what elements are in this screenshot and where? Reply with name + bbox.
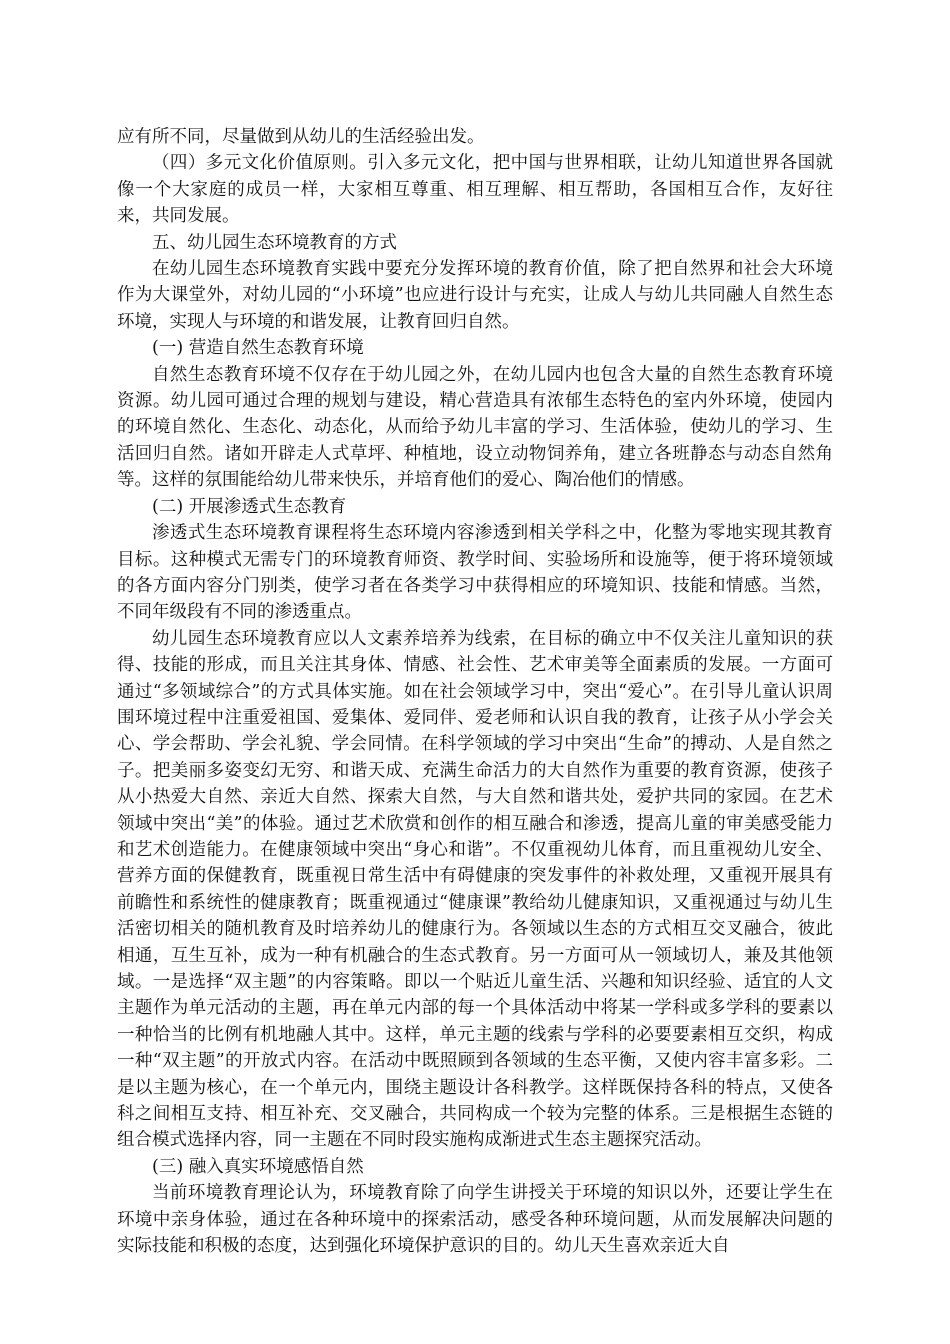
paragraph-real-environment: 当前环境教育理论认为，环境教育除了向学生讲授关于环境的知识以外，还要让学生在环境中亲身体验，通过在各种环境中的探索活动，感受各种环境问题，从而发展解决问题的实际技能和积极的态度，达到强化环境保护意识的目的。幼儿天生喜欢亲近大自 <box>117 1183 833 1257</box>
subheading-2: (二) 开展渗透式生态教育 <box>152 496 347 517</box>
paragraph-section-5-intro: 在幼儿园生态环境教育实践中要充分发挥环境的教育价值，除了把自然界和社会大环境作为大课堂外，对幼儿园的“小环境”也应进行设计与充实，让成人与幼儿共同融人自然生态环境，实现人与环境的和谐发展，让教育回归自然。 <box>117 259 833 332</box>
section-heading-5: 五、幼儿园生态环境教育的方式 <box>152 232 397 253</box>
paragraph-permeation-course: 渗透式生态环境教育课程将生态环境内容渗透到相关学科之中，化整为零地实现其教育目标。这种模式无需专门的环境教育师资、教学时间、实验场所和设施等，便于将环境领域的各方面内容分门别类，使学习者在各类学习中获得相应的环境知识、技能和情感。当然，不同年级段有不同的渗透重点。 <box>117 523 833 623</box>
paragraph-natural-environment: 自然生态教育环境不仅存在于幼儿园之外，在幼儿园内也包含大量的自然生态教育环境资源。幼儿园可通过合理的规划与建设，精心营造具有浓郁生态特色的室内外环境，使园内的环境自然化、生态化、动态化，从而给予幼儿丰富的学习、生活体验，使幼儿的学习、生活回归自然。诸如开辟走人式草坪、种植地，设立动物饲养角，建立各班静态与动态自然角等。这样的氛围能给幼儿带来快乐，并培育他们的爱心、陶冶他们的情感。 <box>117 364 833 491</box>
subheading-3: (三) 融入真实环境感悟自然 <box>152 1156 364 1177</box>
subheading-1: (一) 营造自然生态教育环境 <box>152 338 364 359</box>
document-page <box>117 124 833 1259</box>
paragraph-continuation: 应有所不同，尽量做到从幼儿的生活经验出发。 <box>117 127 485 147</box>
paragraph-humanistic-literacy: 幼儿园生态环境教育应以人文素养培养为线索，在目标的确立中不仅关注儿童知识的获得、技能的形成，而且关注其身体、情感、社会性、艺术审美等全面素质的发展。一方面可通过“多领域综合”的方式具体实施。如在社会领域学习中，突出“爱心”。在引导儿童认识周围环境过程中注重爱祖国、爱集体、爱同伴、爱老师和认识自我的教育，让孩子从小学会关心、学会帮助、学会礼貌、学会同情。在科学领域的学习中突出“生命”的搏动、人是自然之子。把美丽多姿变幻无穷、和谐天成、充满生命活力的大自然作为重要的教育资源，使孩子从小热爱大自然、亲近大自然、探索大自然，与大自然和谐共处，爱护共同的家园。在艺术领域中突出“美”的体验。通过艺术欣赏和创作的相互融合和渗透，提高儿童的审美感受能力和艺术创造能力。在健康领域中突出“身心和谐”。不仅重视幼儿体育，而且重视幼儿安全、营养方面的保健教育，既重视日常生活中有碍健康的突发事件的补救处理，又重视开展具有前瞻性和系统性的健康教育；既重视通过“健康课”教给幼儿健康知识，又重视通过与幼儿生活密切相关的随机教育及时培养幼儿的健康行为。各领域以生态的方式相互交叉融合，彼此相通，互生互补，成为一种有机融合的生态式教育。另一方面可从一领域切人，兼及其他领域。一是选择“双主题”的内容策略。即以一个贴近儿童生活、兴趣和知识经验、适宜的人文主题作为单元活动的主题，再在单元内部的每一个具体活动中将某一学科或多学科的要素以一种恰当的比例有机地融人其中。这样，单元主题的线索与学科的必要要素相互交织，构成一种“双主题”的开放式内容。在活动中既照顾到各领域的生态平衡，又使内容丰富多彩。二是以主题为核心，在一个单元内，围绕主题设计各科教学。这样既保持各科的特点，又使各科之间相互支持、相互补充、交叉融合，共同构成一个较为完整的体系。三是根据生态链的组合模式选择内容，同一主题在不同时段实施构成渐进式生态主题探究活动。 <box>117 628 833 1151</box>
paragraph-principle-4: （四）多元文化价值原则。引入多元文化，把中国与世界相联，让幼儿知道世界各国就像一个大家庭的成员一样，大家相互尊重、相互理解、相互帮助，各国相互合作，友好往来，共同发展。 <box>117 153 833 227</box>
